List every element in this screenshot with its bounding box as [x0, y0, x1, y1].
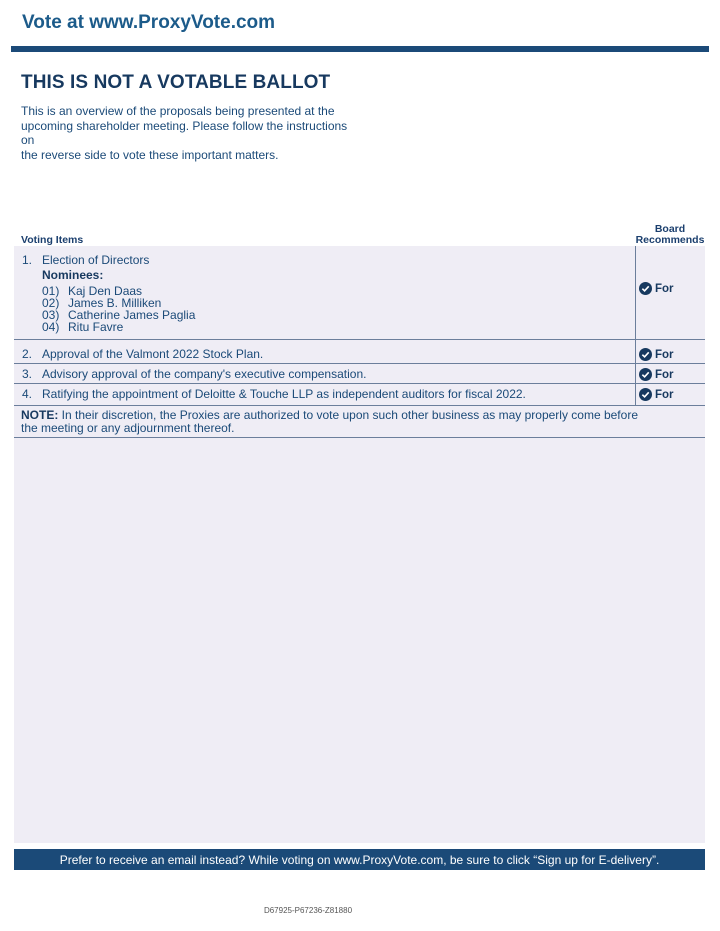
- nominee-number: 03): [42, 308, 60, 322]
- recommendation: [639, 282, 674, 295]
- row-divider: [14, 437, 705, 438]
- check-circle-icon: [639, 348, 652, 361]
- header-rule: [11, 46, 709, 52]
- nominee-number: 04): [42, 320, 60, 334]
- recommendation-label: For: [655, 388, 674, 401]
- nominee-name: Ritu Favre: [68, 320, 124, 334]
- document-code: D67925-P67236-Z81880: [263, 906, 353, 915]
- row-divider: [14, 363, 705, 364]
- item-number: 2.: [22, 347, 33, 361]
- vote-link[interactable]: Vote at www.ProxyVote.com: [22, 12, 276, 33]
- item-text: Ratifying the appointment of Deloitte & Touche LLP as independent auditors for fiscal 2022.: [42, 387, 526, 401]
- nominee-name: Kaj Den Daas: [68, 284, 143, 298]
- board-header-line1: Board: [654, 223, 686, 235]
- note-label: NOTE:: [21, 408, 59, 422]
- recommendation-label: For: [655, 368, 674, 381]
- column-divider: [635, 246, 636, 406]
- recommendation-label: For: [655, 282, 674, 295]
- nominee: [42, 321, 123, 333]
- row-divider: [14, 383, 705, 384]
- item-text: Approval of the Valmont 2022 Stock Plan.: [42, 347, 264, 361]
- ballot-panel: [14, 246, 705, 843]
- nominee-name: James B. Milliken: [68, 296, 162, 310]
- check-circle-icon: [639, 368, 652, 381]
- item-text: Advisory approval of the company's executive compensation.: [42, 367, 367, 381]
- recommendation-label: For: [655, 348, 674, 361]
- item-number: 1.: [22, 253, 33, 267]
- item-number: 4.: [22, 387, 33, 401]
- nominee-number: 02): [42, 296, 60, 310]
- row-divider: [14, 339, 705, 340]
- recommendation: [639, 388, 674, 401]
- item-number: 3.: [22, 367, 33, 381]
- intro-line: the reverse side to vote these important matters.: [21, 147, 279, 162]
- nominee-name: Catherine James Paglia: [68, 308, 196, 322]
- board-header-line2: Recommends: [635, 234, 705, 246]
- edelivery-text: Prefer to receive an email instead? While voting on www.ProxyVote.com, be sure to click “Sign up for E-delivery”.: [59, 852, 660, 867]
- recommendation: [639, 368, 674, 381]
- note-text: [21, 409, 641, 435]
- check-circle-icon: [639, 388, 652, 401]
- edelivery-banner: [14, 849, 705, 870]
- intro-line: upcoming shareholder meeting. Please follow the instructions on: [21, 118, 348, 147]
- nominee-number: 01): [42, 284, 60, 298]
- page-title: THIS IS NOT A VOTABLE BALLOT: [21, 72, 331, 93]
- item-text: Election of Directors: [42, 253, 150, 267]
- intro-line: This is an overview of the proposals being presented at the: [21, 104, 335, 118]
- check-circle-icon: [639, 282, 652, 295]
- row-divider: [14, 405, 705, 406]
- intro-text: [21, 104, 361, 162]
- recommendation: [639, 348, 674, 361]
- board-recommends-header: [634, 224, 706, 246]
- note-body: In their discretion, the Proxies are authorized to vote upon such other business as may properly come before the meeting or any adjournment thereof.: [21, 408, 638, 435]
- voting-items-header: Voting Items: [21, 234, 84, 246]
- nominees-label: Nominees:: [42, 268, 104, 282]
